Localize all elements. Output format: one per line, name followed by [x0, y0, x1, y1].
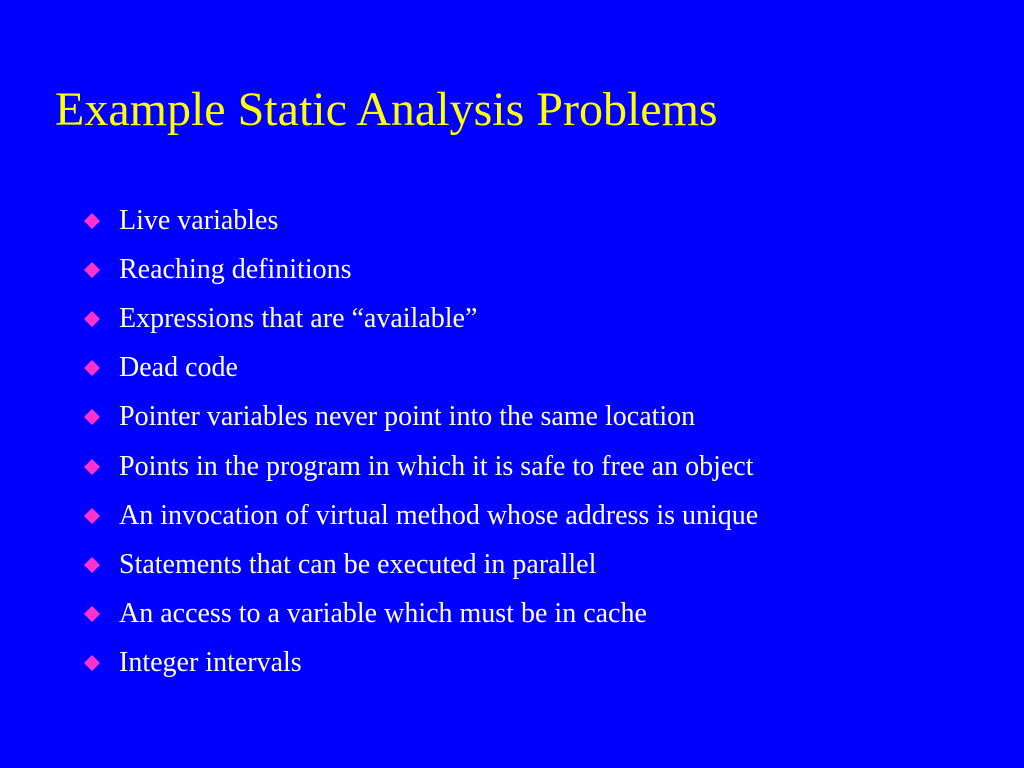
- bullet-item: [84, 590, 758, 639]
- diamond-icon: [84, 508, 103, 524]
- bullet-item: [84, 491, 758, 540]
- bullet-item: [84, 540, 758, 589]
- diamond-icon: [84, 409, 103, 425]
- bullet-list: [84, 196, 758, 688]
- bullet-item: [84, 196, 758, 245]
- bullet-text: Statements that can be executed in parallel: [119, 548, 597, 580]
- diamond-icon: [84, 213, 103, 229]
- bullet-item: [84, 442, 758, 491]
- diamond-icon: [84, 311, 103, 327]
- bullet-item: [84, 294, 758, 343]
- bullet-text: Integer intervals: [119, 647, 302, 679]
- diamond-icon: [84, 655, 103, 671]
- bullet-item: [84, 344, 758, 393]
- bullet-text: Expressions that are “available”: [119, 302, 478, 334]
- bullet-item: [84, 245, 758, 294]
- diamond-icon: [84, 606, 103, 622]
- slide-title: Example Static Analysis Problems: [55, 83, 718, 136]
- bullet-text: Dead code: [119, 352, 238, 384]
- bullet-item: [84, 393, 758, 442]
- diamond-icon: [84, 360, 103, 376]
- bullet-item: [84, 639, 758, 688]
- bullet-text: Reaching definitions: [119, 253, 352, 285]
- diamond-icon: [84, 459, 103, 475]
- bullet-text: Live variables: [119, 204, 279, 236]
- bullet-text: An invocation of virtual method whose address is unique: [119, 499, 759, 531]
- bullet-text: Points in the program in which it is safe to free an object: [119, 450, 754, 482]
- bullet-text: An access to a variable which must be in cache: [119, 598, 647, 630]
- diamond-icon: [84, 262, 103, 278]
- bullet-text: Pointer variables never point into the same location: [119, 401, 696, 433]
- diamond-icon: [84, 557, 103, 573]
